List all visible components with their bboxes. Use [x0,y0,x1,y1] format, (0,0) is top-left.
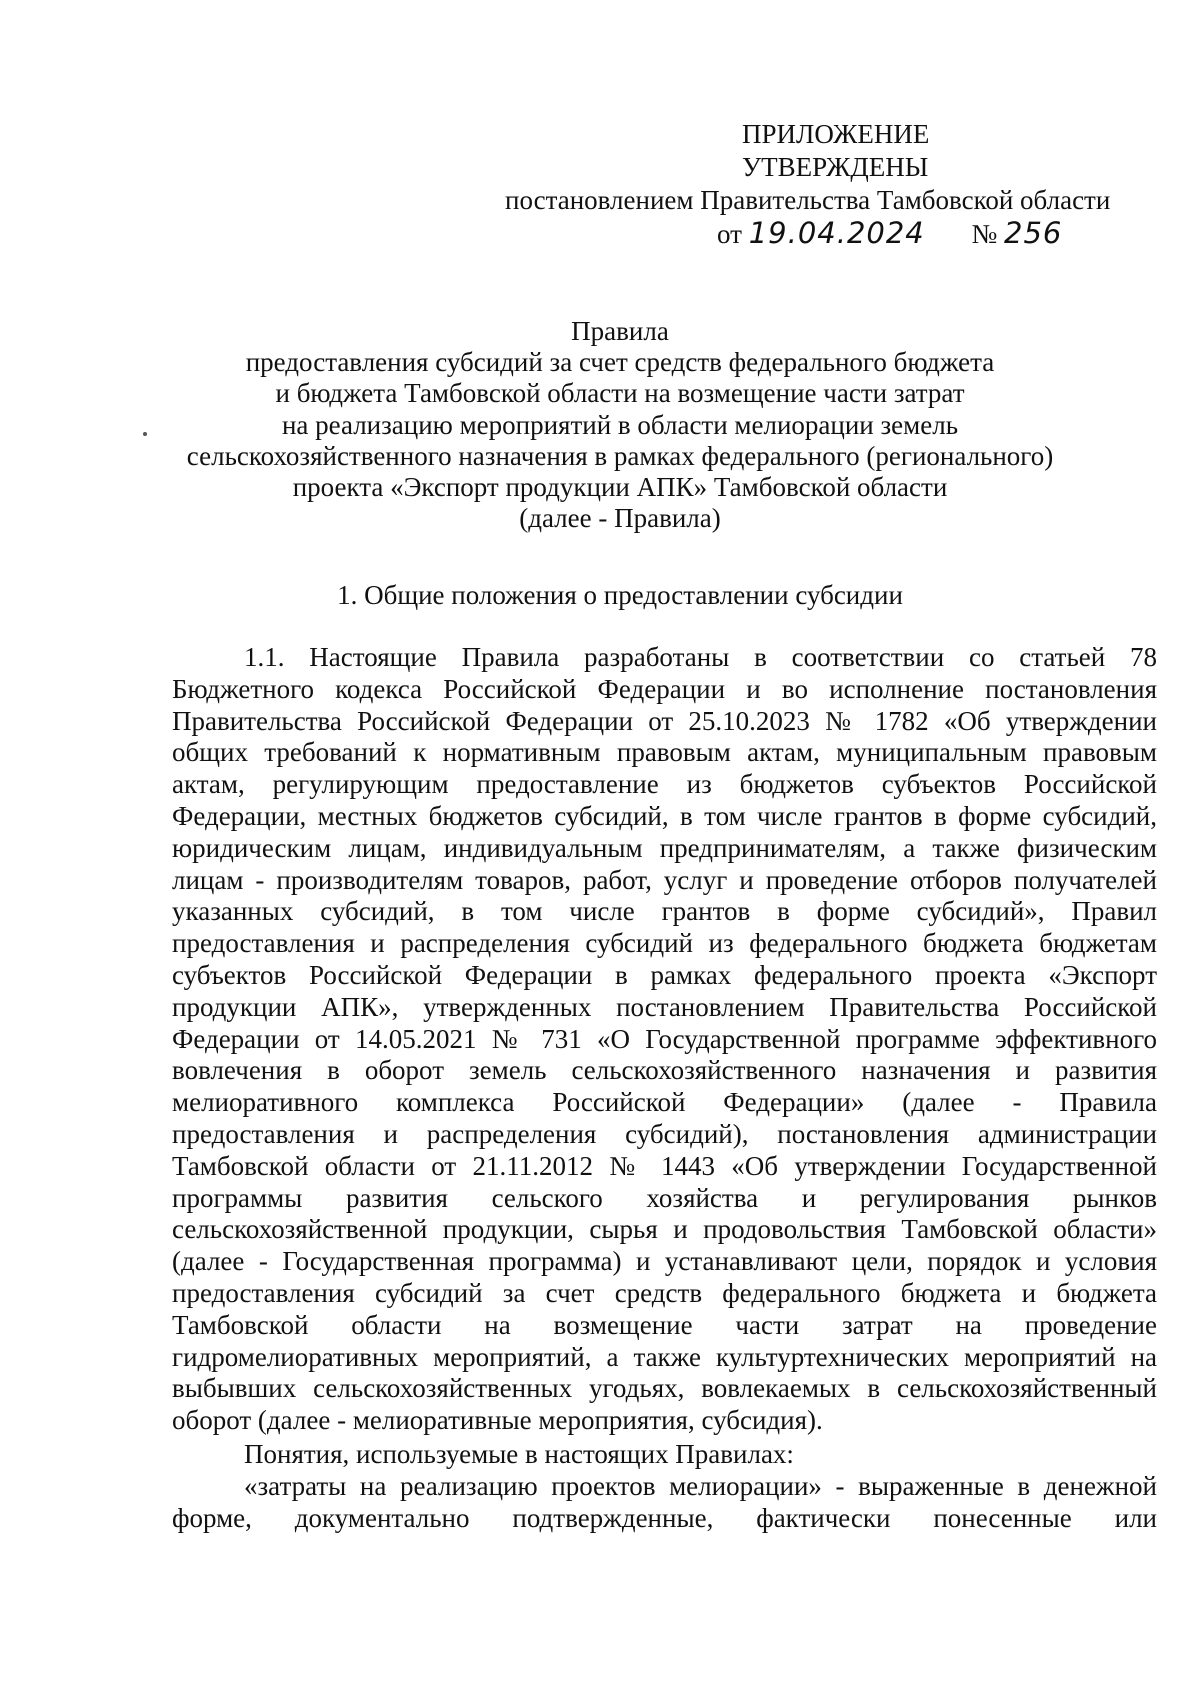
number-sign: № [971,219,998,249]
approval-block [505,118,1155,251]
paragraph-1-1: 1.1. Настоящие Правила разработаны в соответствии со статьей 78 Бюджетного кодекса Российской Федерации и во исполнение постановления Правительства Российской Федерации от 25.10.2023 № 1782 «Об утверждении общих требований к нормативным правовым актам, муниципальным правовым актам, регулирующим предоставление из бюджетов субъектов Российской Федерации, местных бюджетов субсидий, в том числе грантов в форме субсидий, юридическим лицам, индивидуальным предпринимателям, а также физическим лицам - производителям товаров, работ, услуг и проведение отборов получателей указанных субсидий, в том числе грантов в форме субсидий», Правил предоставления и распределения субсидий из федерального бюджета бюджетам субъектов Российской Федерации в рамках федерального проекта «Экспорт продукции АПК», утвержденных постановлением Правительства Российской Федерации от 14.05.2021 № 731 «О Государственной программе эффективного вовлечения в оборот земель сельскохозяйственного назначения и развития мелиоративного комплекса Российской Федерации» (далее - Правила предоставления и распределения субсидий), постановления администрации Тамбовской области от 21.11.2012 № 1443 «Об утверждении Государственной программы развития сельского хозяйства и регулирования рынков сельскохозяйственной продукции, сырья и продовольствия Тамбовской области» (далее - Государственная программа) и устанавливают цели, порядок и условия предоставления субсидий за счет средств федерального бюджета и бюджета Тамбовской области на возмещение части затрат на проведение гидромелиоративных мероприятий, а также культуртехнических мероприятий на выбывших сельскохозяйственных угодьях, вовлекаемых в сельскохозяйственный оборот (далее - мелиоративные мероприятия, субсидия). [172,642,1157,1436]
rules-title [150,316,1090,534]
date-prefix: от [717,219,742,249]
scan-speck [143,432,147,436]
body-text [172,642,1157,1534]
resolution-date-row [717,217,1155,251]
appendix-label: ПРИЛОЖЕНИЕ [742,119,930,149]
rules-title-line: сельскохозяйственного назначения в рамках федерального (регионального) [186,440,1054,471]
handwritten-date: 19.04.2024 [748,216,925,250]
concepts-intro: Понятия, используемые в настоящих Правилах: [244,1438,794,1469]
rules-title-line: на реализацию мероприятий в области мелиорации земель [281,409,959,440]
approved-by-resolution: постановлением Правительства Тамбовской области [505,185,1111,215]
section-title: 1. Общие положения о предоставлении субсидии [337,580,903,610]
rules-title-line: предоставления субсидий за счет средств федерального бюджета [245,347,995,378]
rules-title-line: Правила [571,316,669,346]
rules-title-line: (далее - Правила) [519,503,721,534]
approved-label: УТВЕРЖДЕНЫ [742,152,929,182]
handwritten-number: 256 [1004,216,1063,250]
rules-title-line: проекта «Экспорт продукции АПК» Тамбовской области [292,472,948,503]
rules-title-line: и бюджета Тамбовской области на возмещение части затрат [275,378,965,409]
concept-costs-definition: «затраты на реализацию проектов мелиорации» - выраженные в денежной форме, документально подтвержденные, фактически понесенные или [172,1470,1157,1533]
